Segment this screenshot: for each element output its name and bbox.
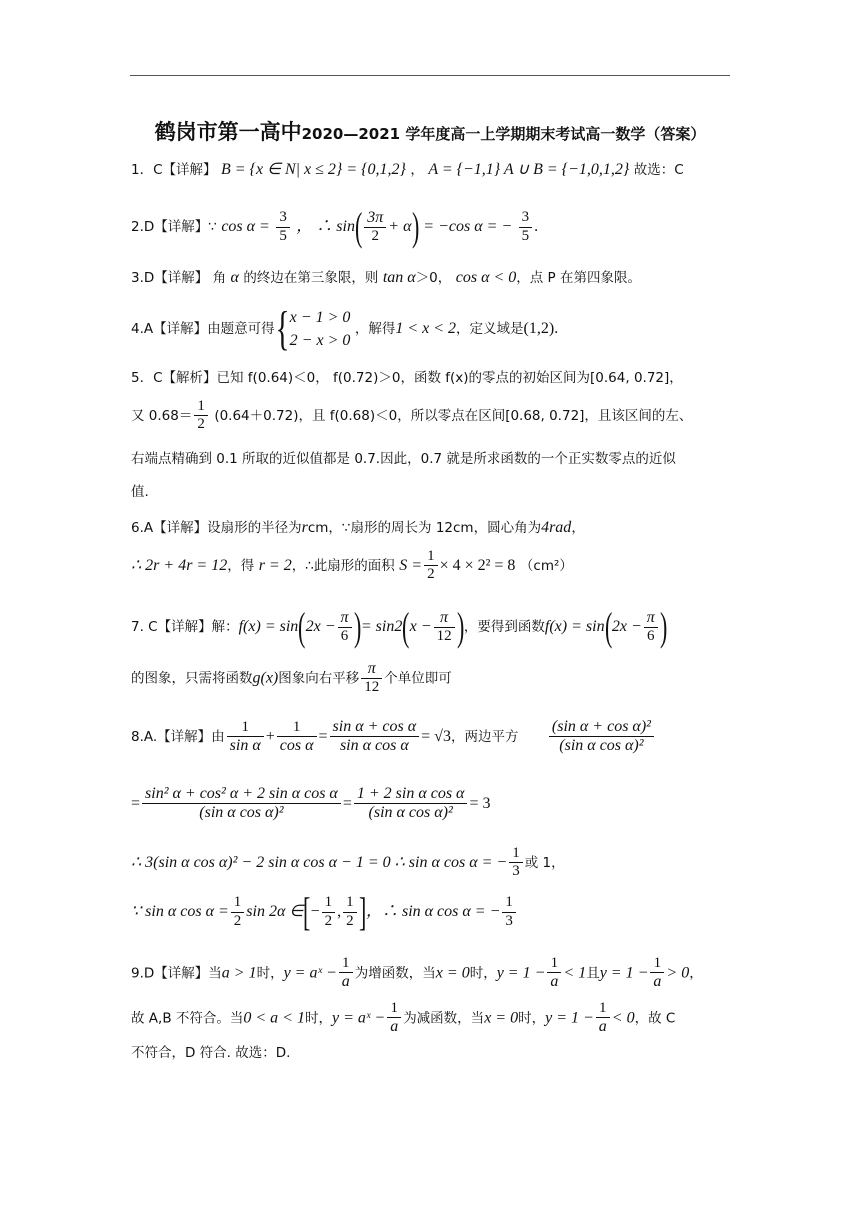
answer-2: 2.D【详解】∵ cos α = $\frac{3}{5}$ ， ∴ sin( $\frac{3\pi}{2}$ + α) = −cos α = − $\frac{3}{5}$ . <box>131 204 539 249</box>
answer-9-line-1: 9.D【详解】当a > 1时，y = aˣ − $\frac{1}{a}$ 为增函数，当x = 0时，y = 1 − $\frac{1}{a}$ < 1且y = 1 − $\frac{1}{a}$ > 0， <box>131 955 703 991</box>
answer-3: 3.D【详解】 角 α 的终边在第三象限，则 tan α＞0， cos α < 0，点 P 在第四象限。 <box>131 269 641 286</box>
answer-5-line-3: 右端点精确到 0.1 所取的近似值都是 0.7.因此，0.7 就是所求函数的一个正实数零点的近似 <box>131 451 676 467</box>
answer-5-line-4: 值. <box>131 484 149 500</box>
answer-6-line-1: 6.A【详解】设扇形的半径为rcm，∵扇形的周长为 12cm，圆心角为4rad， <box>131 519 585 536</box>
answer-5-line-1: 5．C【解析】已知 f(0.64)＜0， f(0.72)＞0，函数 f(x)的零点的初始区间为[0.64, 0.72]， <box>131 370 683 386</box>
answer-8-line-1: 8.A.【详解】由 $\frac{1}{\text{sin α}}$ + $\frac{1}{\text{cos α}}$ = $\frac{\text{sin α + cos α}}{\text{sin α cos α}}$ = √3，两边平方 $\frac{\text{(sin α + cos α)²}}{\text{(sin α cos α)²}}$ <box>131 718 656 756</box>
page-title <box>0 116 860 146</box>
answer-9-line-3: 不符合，D 符合. 故选：D. <box>131 1045 291 1061</box>
inequality-system: x − 1 > 0 2 − x > 0 <box>289 308 351 349</box>
header-rule <box>130 75 730 76</box>
answer-4: 4.A【详解】由题意可得{ x − 1 > 0 2 − x > 0 ，解得1 < x < 2，定义域是(1,2). <box>131 302 559 355</box>
answer-8-line-3: ∴ 3(sin α cos α)² − 2 sin α cos α − 1 = 0 ∴ sin α cos α = − $\frac{1}{3}$ 或 1， <box>131 845 565 880</box>
fraction: $\frac{3}{5}$ <box>276 209 290 245</box>
answer-7-line-1: 7. C【详解】解：f(x) = sin(2x − $\frac{\pi}{6}$ )= sin2(x − $\frac{\pi}{12}$ )，要得到函数f(x) = sin(2x − $\frac{\pi}{6}$ ) <box>131 604 668 649</box>
answer-1: 1．C【详解】 B = {x ∈ N| x ≤ 2} = {0,1,2} ， A = {−1,1} A ∪ B = {−1,0,1,2} 故选：C <box>131 161 684 178</box>
answer-9-line-2: 故 A,B 不符合。当0 < a < 1时，y = aˣ − $\frac{1}{a}$ 为减函数，当x = 0时，y = 1 − $\frac{1}{a}$ < 0，故 C <box>131 1000 676 1036</box>
exam-title: 2020—2021 学年度高一上学期期末考试高一数学（答案） <box>301 125 706 143</box>
answer-8-line-2: = $\frac{\text{sin² α + cos² α + 2 sin α cos α}}{\text{(sin α cos α)²}}$ = $\frac{\text{1 + 2 sin α cos α}}{\text{(sin α cos α)²}}$ = 3 <box>131 785 491 822</box>
answer-6-line-2: ∴ 2r + 4r = 12，得 r = 2，∴此扇形的面积 S = $\frac{1}{2}$ × 4 × 2² = 8 （cm²） <box>131 548 573 583</box>
answer-8-line-4: ∵ sin α cos α = $\frac{1}{2}$ sin 2α ∈[− $\frac{1}{2}$ , $\frac{1}{2}$ ]，∴ sin α cos α = − $\frac{1}{3}$ <box>131 892 518 932</box>
answer-5-line-2: 又 0.68＝ $\frac{1}{2}$ (0.64＋0.72)，且 f(0.68)＜0，所以零点在区间[0.68, 0.72]，且该区间的左、 <box>131 398 693 433</box>
school-name: 鹤岗市第一高中 <box>154 120 302 144</box>
answer-7-line-2: 的图象，只需将函数g(x)图象向右平移 $\frac{\pi}{12}$ 个单位即可 <box>131 660 452 696</box>
